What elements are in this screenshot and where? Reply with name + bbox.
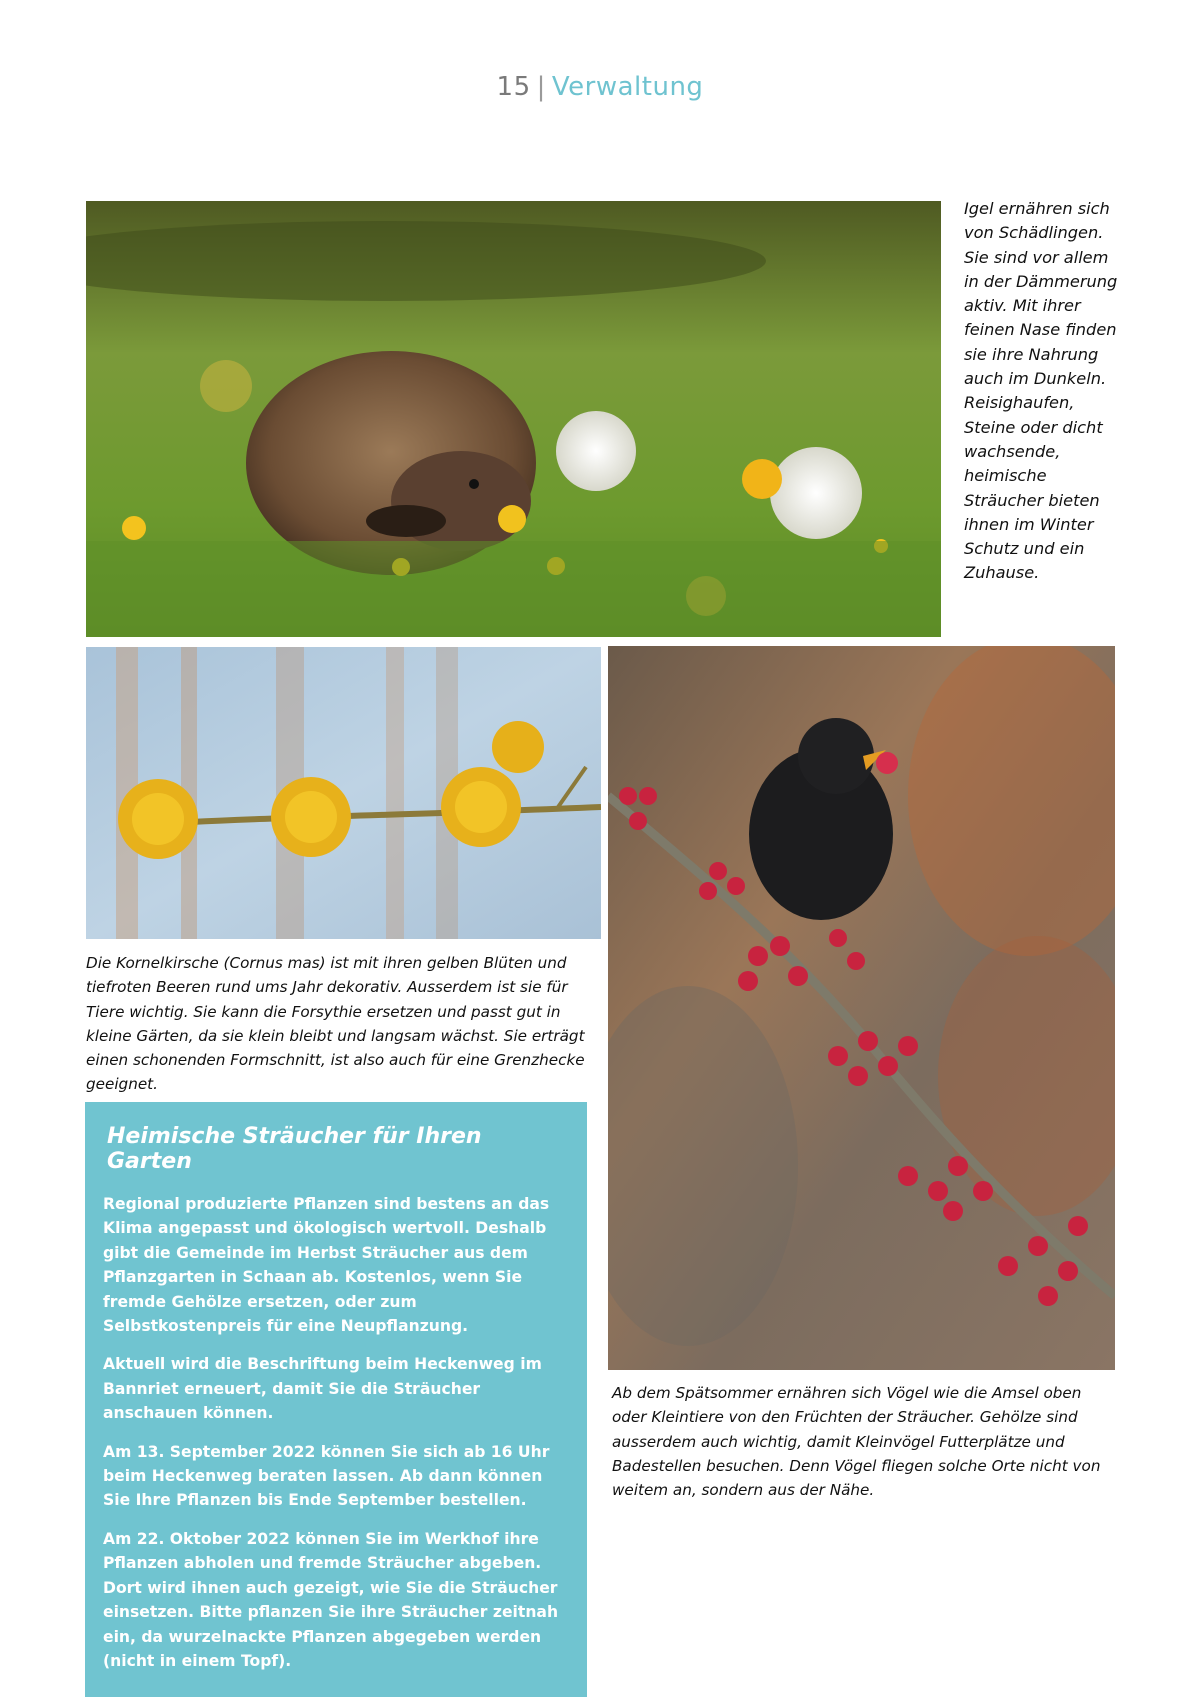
infobox-title: Heimische Sträucher für Ihren Garten: [107, 1124, 482, 1174]
infobox-paragraph: Regional produzierte Pflanzen sind bestens an das Klima angepasst und ökologisch wertvoll. Deshalb gibt die Gemeinde im Herbst Sträucher aus dem Pflanzgarten in Schaan ab. Kostenlos, wenn Sie fremde Gehölze ersetzen, oder zum Selbstkostenpreis für eine Neupflanzung.: [103, 1195, 550, 1336]
header-separator: |: [536, 72, 546, 102]
hedgehog-caption: Igel ernähren sich von Schädlingen. Sie sind vor allem in der Dämmerung aktiv. Mit ihrer feinen Nase finden sie ihre Nahrung auch im Dunkeln. Reisighaufen, Steine oder dicht wachsende, heimische Sträucher bieten ihnen im Winter Schutz und ein Zuhause.: [964, 199, 1118, 583]
page-number: 15: [496, 72, 531, 102]
page-header: [0, 72, 1200, 102]
blackbird-photo: [608, 646, 1115, 1370]
infobox-paragraph: Aktuell wird die Beschriftung beim Heckenweg im Bannriet erneuert, damit Sie die Sträucher anschauen können.: [103, 1355, 542, 1423]
infobox-paragraph: Am 13. September 2022 können Sie sich ab 16 Uhr beim Heckenweg beraten lassen. Ab dann können Sie Ihre Pflanzen bis Ende September bestellen.: [103, 1442, 550, 1510]
blackbird-caption: Ab dem Spätsommer ernähren sich Vögel wie die Amsel oben oder Kleintiere von den Früchten der Sträucher. Gehölze sind ausserdem auch wichtig, damit Kleinvögel Futterplätze und Badestellen besuchen. Denn Vögel fliegen solche Orte nicht von weitem an, sondern aus der Nähe.: [612, 1384, 1101, 1500]
section-title: Verwaltung: [551, 72, 704, 102]
hedgehog-photo: [86, 201, 941, 637]
cornel-cherry-caption: Die Kornelkirsche (Cornus mas) ist mit ihren gelben Blüten und tiefroten Beeren rund ums Jahr dekorativ. Ausserdem ist sie für Tiere wichtig. Sie kann die Forsythie ersetzen und passt gut in kleine Gärten, da sie klein bleibt und langsam wächst. Sie erträgt einen schonenden Formschnitt, ist also auch für eine Grenzhecke geeignet.: [86, 954, 585, 1094]
native-shrubs-infobox: [85, 1102, 587, 1697]
cornel-cherry-photo: [86, 647, 601, 939]
infobox-paragraph: Am 22. Oktober 2022 können Sie im Werkhof ihre Pflanzen abholen und fremde Sträucher abgeben. Dort wird ihnen auch gezeigt, wie Sie die Sträucher einsetzen. Bitte pflanzen Sie ihre Sträucher zeitnah ein, da wurzelnackte Pflanzen abgegeben werden (nicht in einem Topf).: [103, 1529, 559, 1670]
